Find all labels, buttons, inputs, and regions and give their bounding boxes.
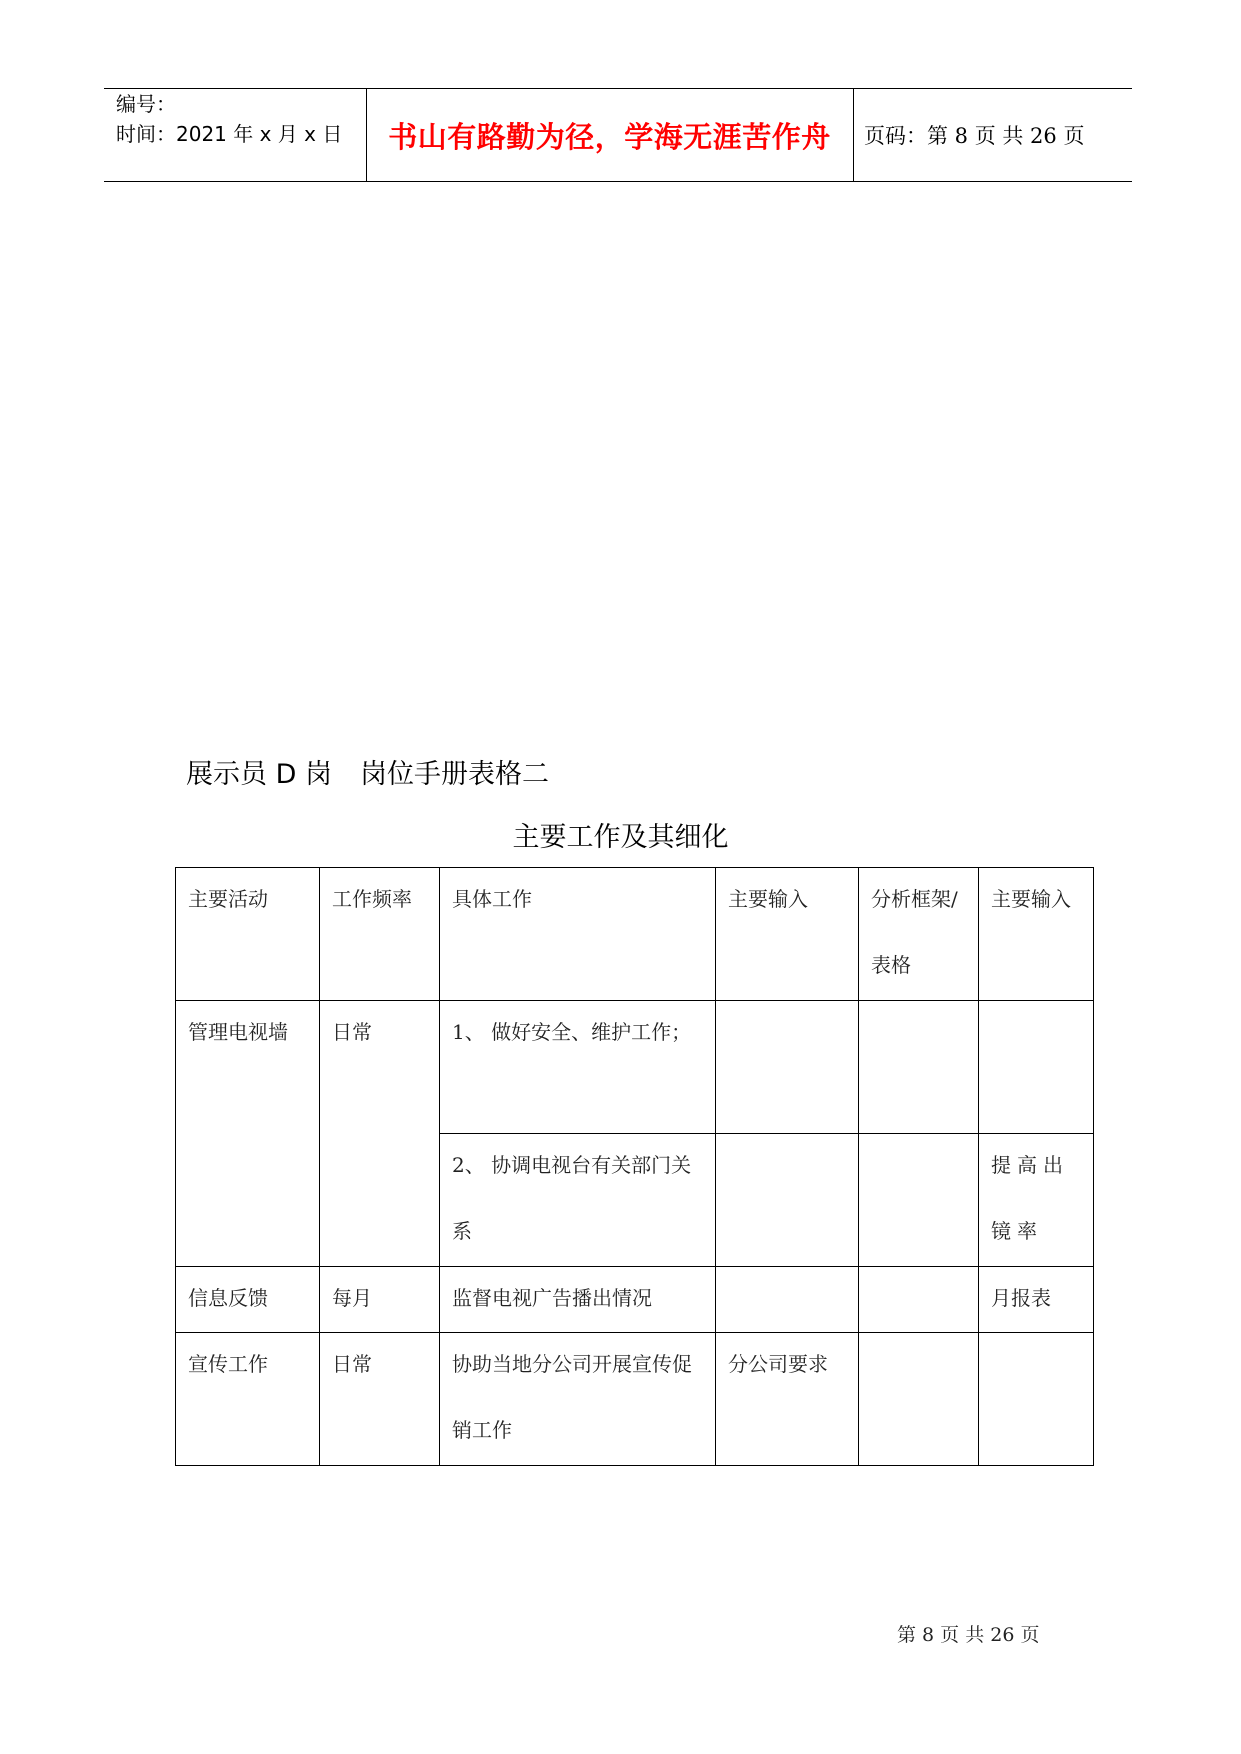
header-cell-frequency: 工作频率 — [320, 868, 440, 1001]
task-cell — [440, 1134, 716, 1267]
framework-cell — [859, 1333, 979, 1466]
document-number-label: 编号： — [116, 92, 176, 116]
header-page-code: 页码：第 8 页 共 26 页 — [864, 124, 1085, 148]
header-cell-output: 主要输入 — [979, 868, 1094, 1001]
task-cell: 协助当地分公司开展宣传促销工作 — [440, 1333, 716, 1466]
table-header-row — [176, 868, 1094, 1001]
frequency-cell: 日常 — [320, 1333, 440, 1466]
activity-cell: 宣传工作 — [176, 1333, 320, 1466]
output-cell — [979, 1333, 1094, 1466]
task-number: 2、 — [452, 1153, 485, 1177]
framework-cell — [859, 1134, 979, 1267]
document-title-position: 展示员 D 岗 — [186, 759, 332, 790]
framework-cell — [859, 1001, 979, 1134]
activity-cell: 管理电视墙 — [176, 1001, 320, 1267]
page-footer: 第 8 页 共 26 页 — [897, 1624, 1040, 1646]
task-text: 协调电视台有关部门关系 — [452, 1153, 692, 1243]
table-row — [176, 1333, 1094, 1466]
header-motto-cell — [366, 89, 854, 181]
output-cell — [979, 1001, 1094, 1134]
header-cell-activity: 主要活动 — [176, 868, 320, 1001]
framework-cell — [859, 1267, 979, 1333]
table-caption: 主要工作及其细化 — [512, 822, 729, 853]
header-cell-input: 主要输入 — [716, 868, 859, 1001]
task-cell: 监督电视广告播出情况 — [440, 1267, 716, 1333]
header-meta — [104, 89, 367, 181]
work-breakdown-table — [175, 867, 1094, 1466]
frequency-cell: 每月 — [320, 1267, 440, 1333]
table-row — [176, 1267, 1094, 1333]
header-cell-framework: 分析框架/表格 — [859, 868, 979, 1001]
task-cell — [440, 1001, 716, 1134]
activity-cell: 信息反馈 — [176, 1267, 320, 1333]
document-date: 时间：2021 年 x 月 x 日 — [116, 122, 343, 146]
input-cell — [716, 1134, 859, 1267]
frequency-cell: 日常 — [320, 1001, 440, 1267]
output-cell: 月报表 — [979, 1267, 1094, 1333]
output-cell: 提高出镜率 — [979, 1134, 1094, 1267]
task-text: 做好安全、维护工作； — [491, 1020, 692, 1044]
table-row — [176, 1001, 1094, 1134]
input-cell: 分公司要求 — [716, 1333, 859, 1466]
header-cell-task: 具体工作 — [440, 868, 716, 1001]
header-motto: 书山有路勤为径，学海无涯苦作舟 — [388, 119, 831, 154]
page-header — [104, 88, 1132, 182]
document-title-form: 岗位手册表格二 — [359, 759, 549, 790]
task-number: 1、 — [452, 1020, 485, 1044]
input-cell — [716, 1267, 859, 1333]
input-cell — [716, 1001, 859, 1134]
document-title — [186, 752, 549, 791]
